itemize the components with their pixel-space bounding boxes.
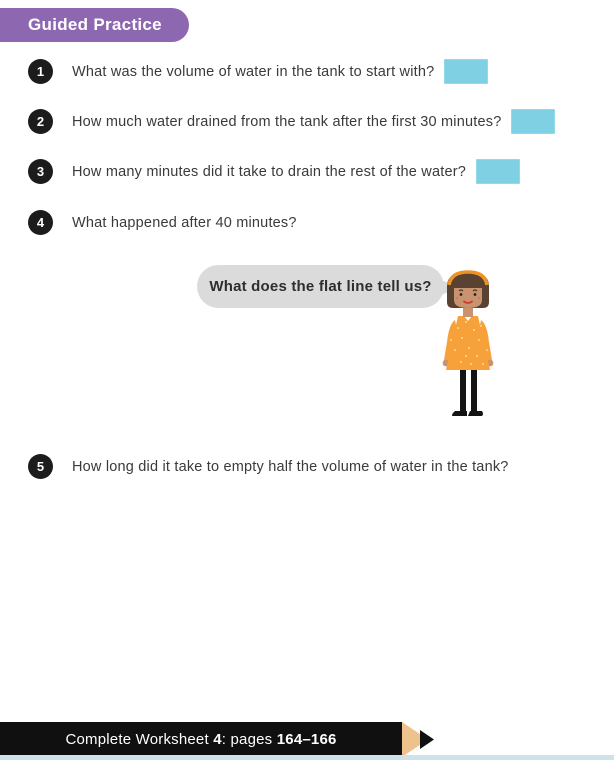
character-shoe xyxy=(468,411,483,416)
answer-box[interactable] xyxy=(511,109,555,134)
guided-practice-label: Guided Practice xyxy=(28,15,162,34)
student-character-illustration xyxy=(433,270,503,422)
character-cheek xyxy=(478,297,480,299)
character-eye xyxy=(460,293,463,296)
character-leg xyxy=(460,365,466,411)
question-text: How long did it take to empty half the volume of water in the tank? xyxy=(72,458,509,475)
page-edge-strip xyxy=(0,755,614,760)
question-number-badge: 1 xyxy=(28,59,53,84)
question-text: How many minutes did it take to drain the rest of the water? xyxy=(72,163,467,180)
question-number-badge: 5 xyxy=(28,454,53,479)
answer-box[interactable] xyxy=(476,159,520,184)
character-eye xyxy=(474,293,477,296)
question-number-badge: 4 xyxy=(28,210,53,235)
question-text: What was the volume of water in the tank to start with? xyxy=(72,63,435,80)
question-number-badge: 3 xyxy=(28,159,53,184)
question-row xyxy=(28,59,488,84)
character-cheek xyxy=(456,297,458,299)
question-row xyxy=(28,159,520,184)
character-shoe xyxy=(452,411,467,416)
footer-worksheet-number: 4 xyxy=(213,731,222,748)
worksheet-footer-bar xyxy=(0,722,402,757)
question-row xyxy=(28,109,555,134)
guided-practice-badge xyxy=(0,8,189,42)
question-text: How much water drained from the tank after the first 30 minutes? xyxy=(72,113,502,130)
question-row xyxy=(28,454,509,479)
footer-text-prefix: Complete Worksheet xyxy=(65,731,214,748)
character-leg xyxy=(471,365,477,411)
footer-text-middle: : pages xyxy=(221,731,277,748)
question-row xyxy=(28,210,297,235)
pencil-lead-icon xyxy=(420,730,434,749)
speech-bubble-text: What does the flat line tell us? xyxy=(209,278,432,295)
answer-box[interactable] xyxy=(444,59,488,84)
question-text: What happened after 40 minutes? xyxy=(72,214,297,231)
speech-bubble xyxy=(197,265,444,308)
footer-page-range: 164–166 xyxy=(276,731,337,748)
question-number-badge: 2 xyxy=(28,109,53,134)
